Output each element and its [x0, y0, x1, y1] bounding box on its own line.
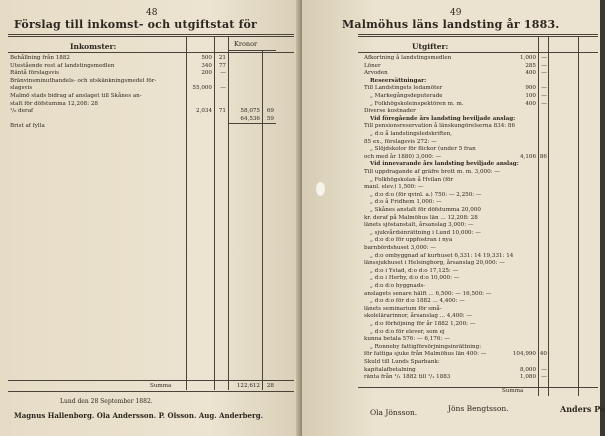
row-text: „ d:o d:o för uppfostran i nya [370, 237, 453, 244]
section-header-income: Inkomster: [70, 42, 117, 51]
row-text: kunna betala 576: — 6,176: — [364, 336, 450, 343]
page-title-left: Förslag till inkomst- och utgiftstat för [14, 18, 258, 31]
row-text: „ sjukvårdsinrättning i Lund 10,000: — [370, 229, 481, 236]
row-text: Vid innevarande års landsting beviljade anslag: [370, 161, 519, 168]
row-text: „ d:o d:o byggnads- [370, 283, 426, 289]
row-value-b: — [220, 70, 226, 77]
row-text: „ d:o d:o för elever, som ej [370, 328, 445, 335]
row-text: Löner [364, 62, 381, 69]
row-text: Till pensionsreservation å länskungörelserna 834: 86 [364, 123, 516, 130]
row-value-a: 1,000 [519, 55, 536, 61]
row-text: Diverse kostnader [364, 108, 416, 115]
signature-jons-bengtsson: Jöns Bengtsson. [448, 404, 509, 413]
row-value-b: — [541, 366, 547, 373]
header-rule [228, 50, 276, 51]
row-text: länets sjöstanstalt, årsanslag 3,000: — [364, 222, 474, 229]
row-text: Till uppdragande af gräfre brott m. m. 3,000: — [364, 169, 500, 175]
row-value-a: 285 [525, 62, 536, 69]
row-text: anslagets senare hälft ... 6,500: — 16,500: — [364, 290, 492, 297]
summa-ore-left: 28 [266, 383, 274, 389]
row-value-a: 8,000 [519, 366, 536, 373]
row-value-b: 77 [218, 62, 226, 69]
row-value-b: — [541, 100, 547, 107]
row-value-b: — [541, 85, 547, 92]
row-text: „ Markegångsdeputerade [370, 93, 443, 99]
table-top-rule [358, 34, 598, 35]
currency-header: Kronor [234, 40, 258, 48]
sum-rule [228, 123, 276, 124]
row-value-a: 2,034 [195, 108, 212, 115]
row-text: manl. elev.) 1,500: — [364, 184, 424, 191]
row-text: länssjukhuset i Helsingborg, årsanslag 20,000: — [364, 260, 505, 267]
row-text: ¹/₆ deraf [10, 108, 34, 115]
signature-ola-jonsson: Ola Jönsson. [370, 408, 418, 417]
row-text: „ d:o i Ystad, d:o d:o 17,125: — [370, 267, 459, 274]
row-value-a: 900 [525, 85, 536, 92]
row-value-a: 1,080 [519, 374, 536, 381]
row-value-d: 59 [266, 115, 274, 122]
col-rule [548, 36, 549, 396]
row-value-b: 40 [539, 351, 547, 358]
row-value-b: — [541, 93, 547, 99]
place-date: Lund den 28 September 1882. [60, 398, 153, 405]
row-text: Till Landstingets ledamöter [364, 85, 443, 92]
row-value-b: — [541, 70, 547, 77]
table-top-rule-2 [8, 36, 294, 37]
row-text: Brist af fylla [10, 123, 45, 130]
row-text: „ Folkhögskoleinspektören m. m. [370, 100, 464, 107]
row-value-b: — [541, 374, 547, 381]
row-value-c: 58,075 [240, 108, 260, 115]
row-value-a: 100 [525, 93, 536, 99]
summa-label-left: Summa [150, 383, 172, 389]
row-text: för fattiga sjuke från Malmöhus län 400: — [364, 351, 487, 358]
row-text: Afkortning å landstingsmedlen [364, 55, 452, 61]
row-value-d: 69 [266, 108, 274, 115]
row-text: „ d:o i Herby, d:o d:o 10,000: — [370, 275, 460, 282]
header-bottom-rule [358, 52, 598, 53]
row-text: slagsvis [10, 85, 33, 92]
row-value-a: 200 [201, 70, 212, 77]
row-value-a: 104,990 [512, 351, 536, 358]
row-text: Behållning från 1882 [10, 55, 70, 61]
row-text: barnbördshuset 3,000: — [364, 245, 436, 251]
row-text: „ Folkhögskolan å Hvilan (för [370, 176, 454, 183]
row-value-b: 86 [539, 153, 547, 160]
row-text: Räntå förslagsvis [10, 70, 60, 77]
summa-rule [8, 380, 294, 381]
table-top-rule-2 [358, 36, 598, 37]
row-value-c: 64,536 [240, 115, 260, 122]
table-bottom-rule [8, 391, 294, 392]
row-value-b: 71 [218, 108, 226, 115]
row-text: och med år 1880) 3,000: — [364, 153, 442, 160]
section-header-expenses: Utgifter: [412, 42, 449, 51]
row-text: Vid föregående års landsting beviljade anslag: [370, 115, 516, 122]
left-page [0, 0, 300, 436]
row-text: „ d:o förhöjning för år 1882 1,200: — [370, 321, 476, 327]
row-value-b: — [220, 85, 226, 92]
row-value-a: 4,106 [519, 153, 536, 160]
header-bottom-rule [8, 52, 294, 53]
summa-label-right: Summa [502, 388, 524, 394]
row-text: Arvoden [364, 70, 388, 77]
row-text: kapitalafbetalning [364, 366, 416, 373]
right-page [302, 0, 605, 436]
row-value-b: — [541, 55, 547, 61]
row-text: „ d:o d:o för d:o 1882 ... 4,400: — [370, 298, 465, 305]
row-text: Reseersättningar: [370, 77, 427, 84]
row-text: länets seminarium för små- [364, 305, 442, 312]
row-text: „ d:o ombyggnad af kurhuset 6,331: 14 19,331: 14 [370, 252, 514, 259]
table-top-rule [8, 34, 294, 35]
row-text: „ d:o å Fridhem 1,000: — [370, 199, 442, 206]
row-value-a: 400 [525, 100, 536, 107]
row-text: kr. deraf på Malmöhus län ... 12,208: 28 [364, 214, 478, 221]
row-text: Skuld till Lunds Sparbank: [364, 359, 440, 365]
row-text: Bränvinsminuthandels- och utskänkningsmedel för- [10, 77, 157, 84]
row-text: ränta från ¹/₁ 1882 till ¹/₁ 1883 [364, 374, 451, 381]
col-rule [578, 36, 579, 396]
summa-value-left: 122,612 [236, 383, 260, 389]
row-value-a: 400 [525, 70, 536, 77]
row-value-a: 340 [201, 62, 212, 69]
row-value-b: 21 [218, 55, 226, 61]
signatures-left: Magnus Hallenborg. Ola Andersson. P. Olsson. Aug. Anderberg. [14, 411, 264, 420]
row-text: stalt för döfstumma 12,208: 28 [10, 100, 98, 107]
row-value-a: 55,000 [192, 85, 212, 92]
col-rule [228, 36, 229, 390]
row-text: 85 ex., förslagsvis 272: — [364, 138, 437, 145]
row-value-b: — [541, 62, 547, 69]
paper-blemish [316, 182, 325, 196]
row-text: „ Ronneby fattigförsörjningsinrättning: [370, 343, 482, 350]
summa-rule [358, 387, 598, 388]
row-value-a: 500 [201, 55, 212, 61]
page-number-left: 48 [146, 8, 158, 18]
col-rule [262, 50, 263, 390]
row-text: skolelärarinnor, årsanslag ... 4,400: — [364, 313, 473, 320]
row-text: Utestående rest af landstingsmedlen [10, 62, 115, 69]
page-title-right: Malmöhus läns landsting år 1883. [342, 18, 560, 31]
row-text: „ Slöjdskolor för flickor (under 5 fran [370, 146, 476, 153]
signature-anders: Anders Pe [560, 404, 605, 414]
page-number-right: 49 [450, 8, 462, 18]
row-text: Malmö stads bidrag af anslaget till Skånes an- [10, 93, 142, 99]
row-text: „ Skånes anstalt för döfstumma 20,000 [370, 207, 481, 213]
row-text: „ d:o d:o (för qvinl. a.) 750: — 2,250: — [370, 191, 482, 198]
row-text: „ d:o å landstingsledskriften, [370, 131, 453, 137]
